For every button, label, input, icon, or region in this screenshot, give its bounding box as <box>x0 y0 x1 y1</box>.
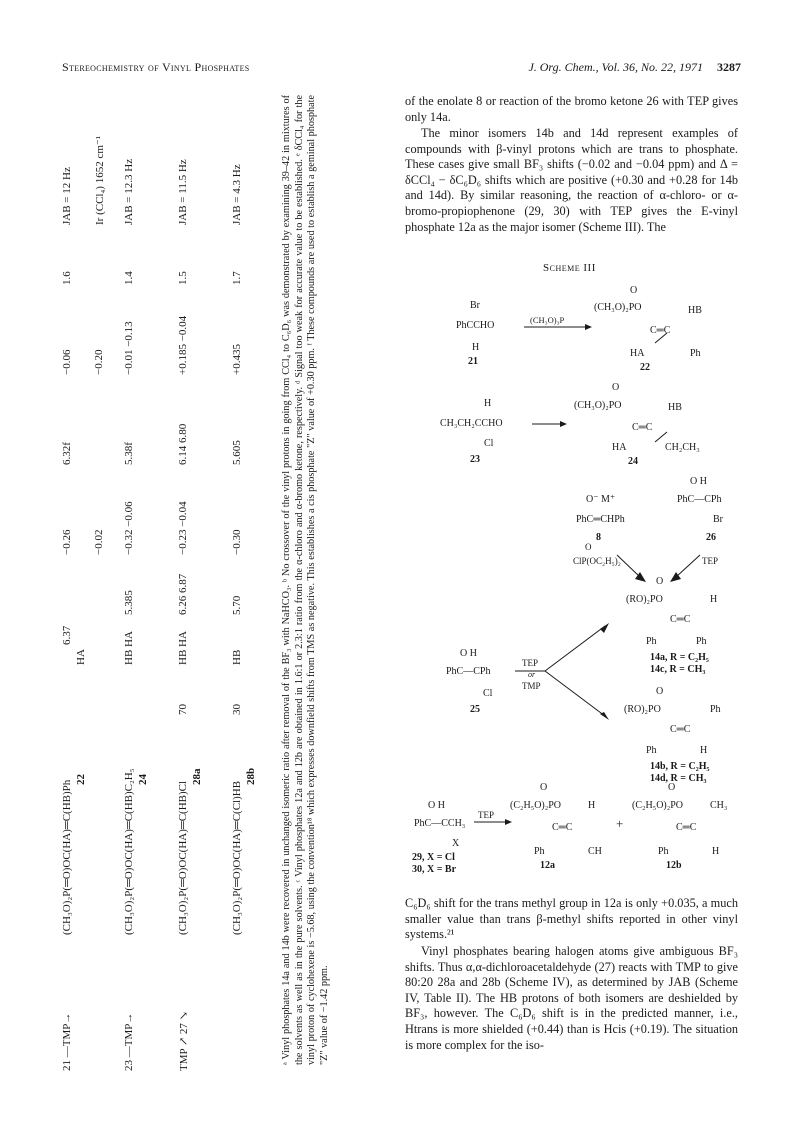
atom-label: H <box>472 342 480 353</box>
atom-label: Cl <box>483 688 493 699</box>
atom-label: Ph <box>710 704 721 715</box>
phosphate-group: (RO)₂PO <box>624 704 661 715</box>
atom-label: O <box>540 782 548 793</box>
proton-cell: HB HA <box>177 631 189 665</box>
atom-label: O <box>656 686 664 697</box>
compound-number: 28a <box>191 768 203 785</box>
coupling-note: JAB = 12.3 Hz <box>123 158 135 225</box>
atom-label: HA <box>630 348 645 359</box>
atom-label: H <box>588 800 596 811</box>
reagent-label: TEP <box>522 658 539 668</box>
ratio-value: 1.7 <box>231 271 243 285</box>
compound-number: 24 <box>137 774 149 785</box>
reaction-cell: 21 —TMP→ <box>61 1012 73 1071</box>
chlorophosphate-formula: ClP(OC₂H₅)₂ <box>573 556 621 566</box>
compound-label: 14b, R = C₂H₅ <box>650 761 710 772</box>
atom-label: CH <box>588 846 602 857</box>
compound-label: 14c, R = CH₃ <box>650 664 706 675</box>
product-cell: (CH₃O)₂P(═O)OC(HA)═C(HB)Cl <box>177 780 189 935</box>
atom-label: Br <box>713 514 723 525</box>
compound-8-formula: PhC═CHPh <box>576 514 625 525</box>
phosphate-group: (CH₃O)₂PO <box>594 302 642 313</box>
compound-label: 29, X = Cl <box>412 852 455 863</box>
paragraph-1: of the enolate 8 or reaction of the bromo ketone 26 with TEP gives only 14a. <box>405 94 738 124</box>
shift-bf3: −0.30 <box>231 529 243 555</box>
atom-label: Ph <box>646 636 657 647</box>
double-bond: C═C <box>650 325 671 336</box>
double-bond: C═C <box>670 614 691 625</box>
atom-label: Ph <box>646 745 657 756</box>
reagent-label: TMP <box>522 681 541 691</box>
shift-ccl4: 6.26 6.87 <box>177 573 189 615</box>
paragraph <box>405 944 738 1053</box>
proton-cell: HB HA <box>123 631 135 665</box>
compound-number: 8 <box>596 532 601 543</box>
compound-21-formula: PhCCHO <box>456 320 495 331</box>
atom-label: O <box>612 382 620 393</box>
compound-number: 24 <box>628 456 638 467</box>
delta-shift: +0.185 −0.04 <box>177 315 189 375</box>
delta-shift: −0.20 <box>93 349 105 375</box>
proton-cell: HA <box>75 649 87 665</box>
atom-label: H <box>712 846 720 857</box>
coupling-note: JAB = 4.3 Hz <box>231 164 243 225</box>
compound-label: 14d, R = CH₃ <box>650 773 707 784</box>
plus-sign: + <box>616 816 624 831</box>
reagent-label: (CH₃O)₃P <box>530 315 565 325</box>
enolate-charges: O⁻ M⁺ <box>586 494 616 505</box>
running-head-title: Stereochemistry of Vinyl Phosphates <box>62 60 250 74</box>
product-cell: (CH₃O)₂P(═O)OC(HA)═C(HB)C₂H₅ <box>123 768 135 935</box>
reagent-label: TEP <box>478 810 495 820</box>
atom-label: Cl <box>484 438 494 449</box>
atom-label: Ph <box>690 348 701 359</box>
atom-label: O <box>668 782 676 793</box>
ratio-value: 1.6 <box>61 271 73 285</box>
atom-label: O H <box>690 476 707 487</box>
atom-label: HA <box>612 442 627 453</box>
atom-label: O <box>630 285 638 296</box>
atom-label: O <box>656 576 664 587</box>
atom-label: Br <box>470 300 480 311</box>
atom-label: H <box>710 594 718 605</box>
coupling-note: JAB = 12 Hz <box>61 167 73 225</box>
double-bond: C═C <box>670 724 691 735</box>
ratio-value: 1.4 <box>123 271 135 285</box>
shift-ccl4: 5.70 <box>231 595 243 615</box>
paragraph-3: C₆D₆ shift for the trans methyl group in 12a is only +0.035, a much smaller value than trans β-methyl shifts reported in other vinyl systems.²¹ <box>405 896 738 942</box>
compound-29-30-formula: PhC—CCH₃ <box>414 818 466 829</box>
double-bond: C═C <box>552 822 573 833</box>
ir-note: Ir (CCl₄) 1652 cm⁻¹ <box>94 135 106 225</box>
shift-bf3: −0.32 −0.06 <box>123 501 135 555</box>
reagent-or: or <box>528 670 536 679</box>
reaction-cell: TMP ↗ 27 ↘ <box>178 1011 190 1071</box>
paragraph <box>405 896 738 943</box>
phosphate-group: (CH₃O)₂PO <box>574 400 622 411</box>
compound-number: 12b <box>666 860 682 871</box>
compound-number: 25 <box>470 704 480 715</box>
ratio-value: 1.5 <box>177 271 189 285</box>
atom-label: CH₃ <box>710 800 728 811</box>
delta-shift: +0.435 <box>231 344 243 375</box>
ratio-cell: 70 <box>177 704 189 715</box>
scheme-title: Scheme III <box>543 262 596 274</box>
proton-cell: HB <box>231 649 243 665</box>
reagent-label: TEP <box>702 556 719 566</box>
shift-ccl4: 5.385 <box>123 590 135 615</box>
atom-label: O <box>585 542 592 552</box>
compound-number: 22 <box>75 774 87 785</box>
double-bond: C═C <box>632 422 653 433</box>
phosphate-group: (C₂H₅O)₂PO <box>632 800 684 811</box>
shift-bf3: −0.26 <box>61 529 73 555</box>
compound-25-formula: PhC—CPh <box>446 666 491 677</box>
phosphate-group: (RO)₂PO <box>626 594 663 605</box>
atom-label: HB <box>668 402 682 413</box>
compound-number: 28b <box>245 767 257 785</box>
shift-c6d6: 5.605 <box>231 440 243 465</box>
atom-label: Ph <box>534 846 545 857</box>
paragraph-4: Vinyl phosphates bearing halogen atoms give ambiguous BF₃ shifts. Thus α,α-dichloroacetaldehyde (27) reacts with TMP to give 80:20 28a and 28b (Scheme IV), as determined by JAB (Scheme IV, Table II). The HB protons of both isomers are deshielded by BF₃, however. The C₆D₆ shift is in the predicted manner, i.e., Htrans is more shielded (+0.44) than is Hcis (+0.19). The situation is more complex for the iso- <box>405 944 738 1052</box>
journal-citation: J. Org. Chem., Vol. 36, No. 22, 1971 <box>528 60 703 74</box>
delta-shift: −0.01 −0.13 <box>123 321 135 375</box>
atom-label: HB <box>688 305 702 316</box>
shift-ccl4: 6.37 <box>61 625 73 645</box>
atom-label: H <box>700 745 708 756</box>
shift-bf3: −0.23 −0.04 <box>177 501 189 555</box>
atom-label: O H <box>460 648 477 659</box>
paragraph-2: The minor isomers 14b and 14d represent examples of compounds with β-vinyl protons which are trans to phosphate. These cases give small BF₃ shifts (−0.02 and −0.04 ppm) and Δ = δCCl₄ − δC₆D₆ shifts which are positive (+0.30 and +0.28 for 14b and 14d). By similar reasoning, the reaction of α-chloro- or α-bromo-propiophenone (29, 30) with TEP gives the E-vinyl phosphate 12a as the major isomer (Scheme III). The <box>405 126 738 234</box>
compound-label: 14a, R = C₂H₅ <box>650 652 709 663</box>
compound-number: 26 <box>706 532 716 543</box>
atom-label: Ph <box>696 636 707 647</box>
product-cell: (CH₃O)₂P(═O)OC(HA)═C(HB)Ph <box>61 779 73 935</box>
double-bond: C═C <box>676 822 697 833</box>
compound-label: 30, X = Br <box>412 864 457 875</box>
atom-label: H <box>484 398 492 409</box>
compound-26-formula: PhC—CPh <box>677 494 722 505</box>
phosphate-group: (C₂H₅O)₂PO <box>510 800 562 811</box>
atom-label: Ph <box>658 846 669 857</box>
shift-c6d6: 6.14 6.80 <box>177 423 189 465</box>
shift-c6d6: 5.38f <box>123 442 135 465</box>
table-footnotes: ᵃ Vinyl phosphates 14a and 14b were recovered in unchanged isomeric ratio after removal of the BF₃ with NaHCO₃. ᵇ No crossover of the vinyl protons in going from CCl₄ to C₆D₆ was demonstrated by examining 39–42 in mixtures of the solvents as well as in the pure solvents. ᶜ Vinyl phosphates 12a and 12b are obtained in 1.6:1 or 2.3:1 ratio from the α-chloro and α-bromo ketone, respectively. ᵈ Signal too weak for accurate value to be established. ᵉ δCCl₄ for the vinyl proton of cyclohexene is −5.68, using the convention¹⁸ which expresses downfield shifts from TMS as negative. This establishes a cis phosphate "Z" value of +0.30 ppm. ᶠ These compounds are used to establish a geminal phosphate "Z" value of −1.42 ppm. <box>281 95 330 1065</box>
compound-number: 22 <box>640 362 650 373</box>
coupling-note: JAB = 11.5 Hz <box>177 159 189 225</box>
compound-23-formula: CH₃CH₂CCHO <box>440 418 503 429</box>
compound-number: 23 <box>470 454 480 465</box>
atom-label: CH₂CH₃ <box>665 442 700 453</box>
atom-label: X <box>452 838 460 849</box>
shift-c6d6: 6.32f <box>61 442 73 465</box>
ratio-cell: 30 <box>231 704 243 715</box>
shift-bf3: −0.02 <box>93 529 105 555</box>
delta-shift: −0.06 <box>61 349 73 375</box>
product-cell: (CH₃O)₂P(═O)OC(HA)═C(Cl)HB <box>231 780 243 935</box>
reaction-cell: 23 —TMP→ <box>123 1012 135 1071</box>
page-number: 3287 <box>717 60 741 74</box>
compound-number: 12a <box>540 860 555 871</box>
compound-number: 21 <box>468 356 478 367</box>
atom-label: O H <box>428 800 445 811</box>
